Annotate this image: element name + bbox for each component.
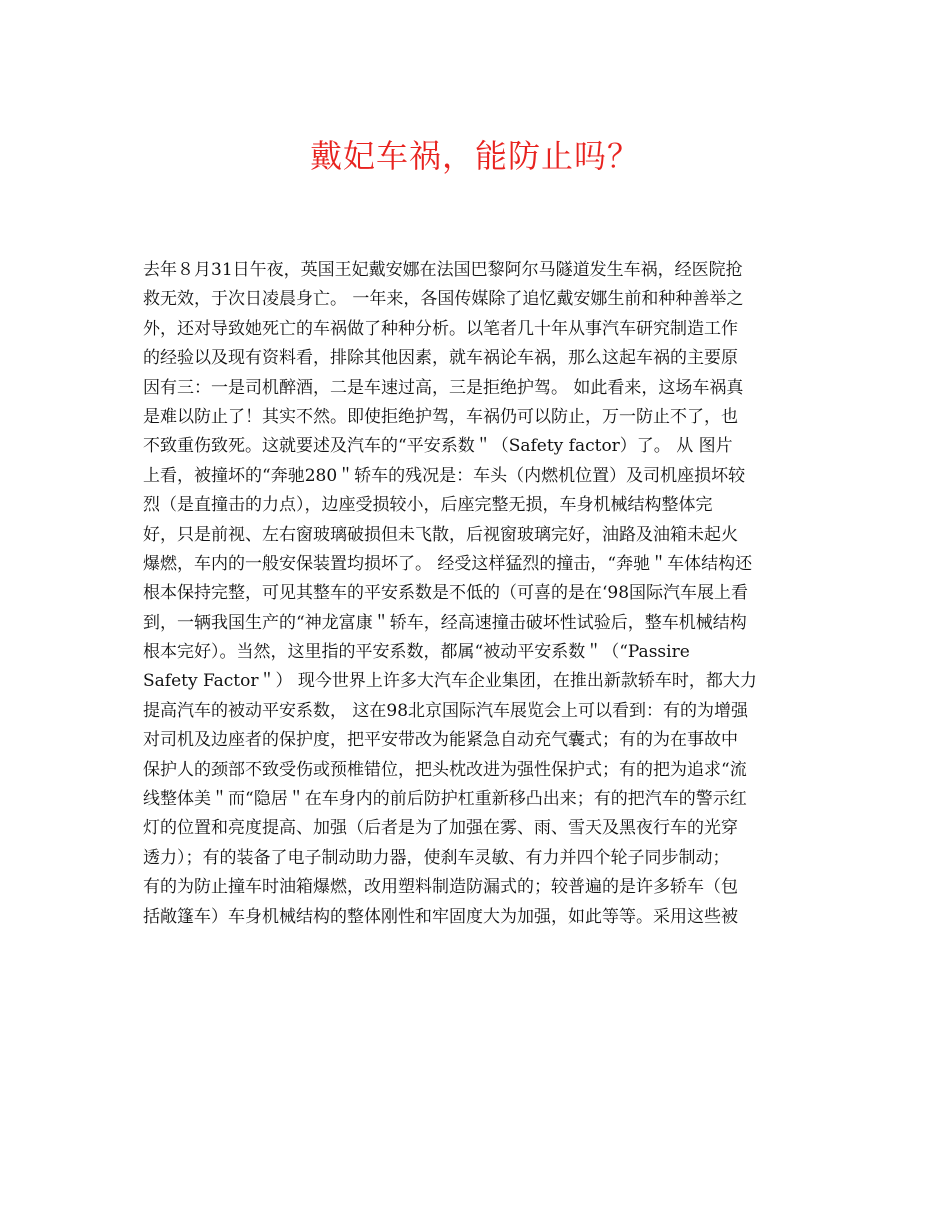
body-line: 的经验以及现有资料看，排除其他因素，就车祸论车祸，那么这起车祸的主要原 [143,348,738,369]
body-line: 外，还对导致她死亡的车祸做了种种分析。以笔者几十年从事汽车研究制造工作 [143,318,738,339]
body-line: 烈（是直撞击的力点），边座受损较小，后座完整无损，车身机械结构整体完 [143,495,713,516]
body-line: Safety Factor＂） 现今世界上许多大汽车企业集团，在推出新款轿车时，都大力 [143,671,757,692]
body-line: 好，只是前视、左右窗玻璃破损但未飞散，后视窗玻璃完好，油路及油箱未起火 [143,524,738,545]
body-line: 对司机及边座者的保护度，把平安带改为能紧急自动充气囊式；有的为在事故中 [143,730,738,751]
body-line: 去年８月31日午夜，英国王妃戴安娜在法国巴黎阿尔马隧道发生车祸，经医院抢 [143,260,743,280]
body-line: 提高汽车的被动平安系数， 这在98北京国际汽车展览会上可以看到：有的为增强 [143,700,749,721]
document-body [143,256,813,932]
body-line: 有的为防止撞车时油箱爆燃，改用塑料制造防漏式的；较普遍的是许多轿车（包 [143,877,738,898]
body-line: 线整体美＂而“隐居＂在车身内的前后防护杠重新移凸出来；有的把汽车的警示红 [143,789,747,810]
body-line: 括敞篷车）车身机械结构的整体刚性和牢固度大为加强，如此等等。采用这些被 [143,906,738,927]
body-line: 灯的位置和亮度提高、加强（后者是为了加强在雾、雨、雪天及黑夜行车的光穿 [143,818,738,839]
document-title: 戴妃车祸，能防止吗？ [309,137,640,175]
body-line: 是难以防止了！其实不然。即使拒绝护驾，车祸仍可以防止，万一防止不了，也 [143,406,738,427]
body-line: 爆燃，车内的一般安保装置均损坏了。 经受这样猛烈的撞击，“奔驰＂车体结构还 [143,553,753,574]
body-line: 救无效，于次日凌晨身亡。 一年来，各国传媒除了追忆戴安娜生前和种种善举之 [143,289,744,310]
body-line: 透力）；有的装备了电子制动助力器，使刹车灵敏、有力并四个轮子同步制动； [143,847,730,868]
body-line: 不致重伤致死。这就要述及汽车的“平安系数＂（Safety factor）了。 从 图片 [143,436,733,457]
body-line: 因有三：一是司机醉酒，二是车速过高，三是拒绝护驾。 如此看来，这场车祸真 [143,377,744,398]
body-line: 到，一辆我国生产的“神龙富康＂轿车，经高速撞击破坏性试验后，整车机械结构 [143,612,747,633]
body-line: 保护人的颈部不致受伤或预椎错位，把头枕改进为强性保护式；有的把为追求“流 [143,759,747,780]
body-line: 根本完好）。当然，这里指的平安系数，都属“被动平安系数＂（“Passire [143,642,690,663]
body-line: 根本保持完整，可见其整车的平安系数是不低的（可喜的是在‘98国际汽车展上看 [143,583,749,604]
body-line: 上看，被撞坏的“奔驰280＂轿车的残况是：车头（内燃机位置）及司机座损坏较 [143,465,746,486]
